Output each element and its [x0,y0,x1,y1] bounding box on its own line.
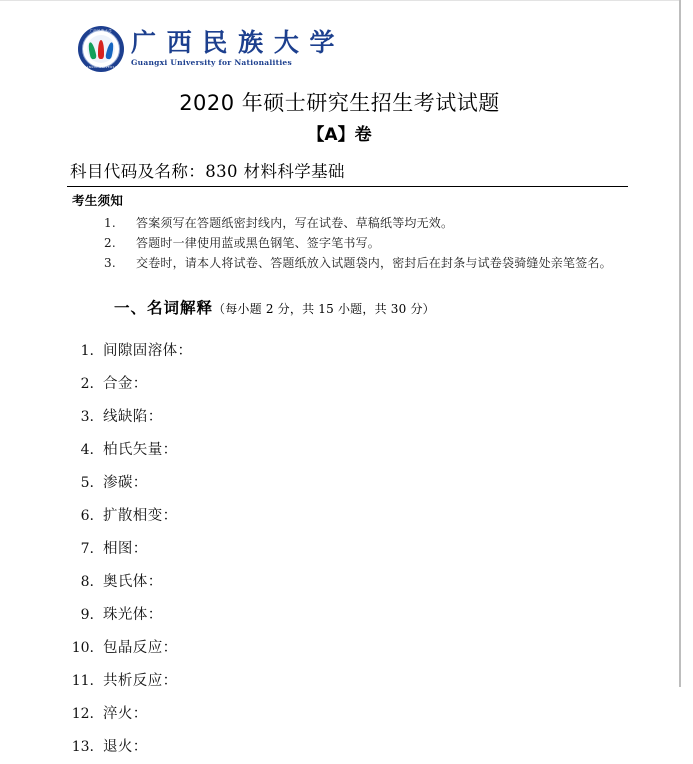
question-text: 共析反应： [103,673,178,689]
page-title: 2020 年硕士研究生招生考试试题 [179,91,500,115]
question-text: 淬火： [103,706,148,722]
question-item [64,467,464,500]
notice-item-number: 1. [104,216,116,230]
question-item [64,599,464,632]
notice-item-number: 2. [104,236,116,250]
question-number: 7. [80,541,94,557]
question-text: 渗碳： [103,475,148,491]
section-heading-label: 一、名词解释 [114,299,214,317]
question-item [64,632,464,665]
header-divider [67,186,628,187]
question-number: 11. [71,673,94,689]
question-number: 2. [80,376,94,392]
question-number: 12. [71,706,94,722]
question-text: 合金： [103,376,148,392]
question-text: 柏氏矢量： [103,442,178,458]
crest-flame-red [98,40,104,59]
question-text: 退火： [103,739,148,755]
question-number: 9. [80,607,94,623]
section-heading-note: （每小题 2 分，共 15 小题，共 30 分） [213,302,435,316]
notice-item-text: 答题时一律使用蓝或黑色钢笔、签字笔书写。 [136,236,381,250]
notice-item-text: 答案须写在答题纸密封线内，写在试卷、草稿纸等均无效。 [136,216,454,230]
question-item [64,533,464,566]
notice-item [104,213,644,233]
notice-list [104,213,644,273]
question-item [64,698,464,731]
question-text: 扩散相变： [103,508,178,524]
university-name-block [131,30,336,68]
notice-heading: 考生须知 [72,193,124,208]
question-item [64,731,464,764]
subject-code-and-name: 科目代码及名称：830 材料科学基础 [70,162,345,181]
notice-item [104,233,644,253]
question-item [64,434,464,467]
question-number: 1. [80,343,94,359]
university-crest-icon [78,26,124,72]
question-text: 珠光体： [103,607,163,623]
question-text: 间隙固溶体： [103,343,193,359]
paper-version-label: 【A】卷 [307,125,372,145]
crest-arc-top-text: 广西民族大学 [89,29,113,33]
crest-core [87,35,115,63]
crest-flame-green [87,42,97,60]
question-list [64,335,464,764]
question-item [64,566,464,599]
university-name-en: Guangxi University for Nationalities [131,58,292,67]
university-name-cn: 广 西 民 族 大 学 [131,28,336,57]
question-number: 4. [80,442,94,458]
notice-item [104,253,644,273]
question-item [64,401,464,434]
question-item [64,368,464,401]
question-number: 3. [80,409,94,425]
notice-item-text: 交卷时，请本人将试卷、答题纸放入试题袋内，密封后在封条与试卷袋骑缝处亲笔签名。 [136,256,612,270]
question-text: 奥氏体： [103,574,163,590]
question-number: 5. [80,475,94,491]
question-text: 包晶反应： [103,640,178,656]
question-text: 相图： [103,541,148,557]
letterhead [78,26,336,72]
question-item [64,665,464,698]
section-heading [114,297,435,319]
question-number: 13. [71,739,94,755]
question-number: 10. [71,640,94,656]
question-item [64,335,464,368]
question-number: 8. [80,574,94,590]
crest-arc-bottom-text: GUANGXI UNIVERSITY [81,66,121,69]
question-number: 6. [80,508,94,524]
notice-item-number: 3. [104,256,116,270]
question-item [64,500,464,533]
question-text: 线缺陷： [103,409,163,425]
